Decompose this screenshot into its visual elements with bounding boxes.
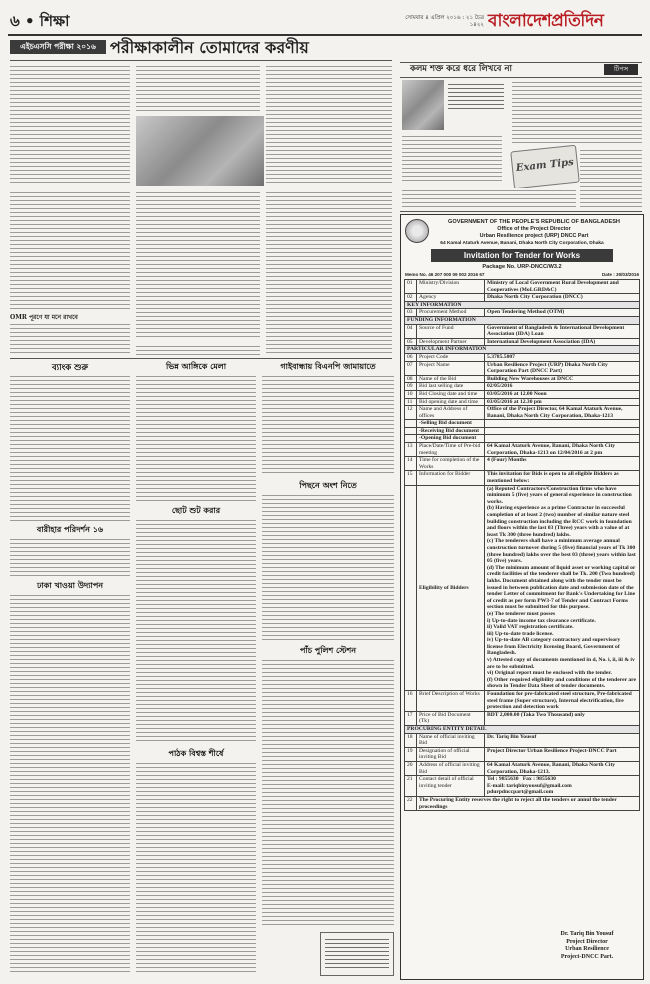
tips-title: কলম শক্ত করে ধরে লিখবে না	[410, 64, 513, 74]
table-row	[405, 427, 640, 435]
table-cell: 09	[405, 383, 417, 391]
table-row	[405, 361, 640, 375]
table-cell: 16	[405, 691, 417, 712]
eligibility-subitem: ii) Valid VAT registration certificate.	[487, 624, 574, 631]
gov-name: GOVERNMENT OF THE PEOPLE'S REPUBLIC OF BANGLADESH	[448, 219, 620, 225]
table-cell: This invitation for Bids is open to all eligible Bidders as mentioned below:	[485, 471, 640, 485]
table-cell: Building New Warehouses at DNCC	[485, 375, 640, 383]
table-cell: 11	[405, 398, 417, 406]
table-cell: Urban Resilience Project (URP) Dhaka North City Corporation Part (DNCC Part)	[485, 361, 640, 375]
eligibility-subitem: vi) Original report must be enclosed with the tender.	[487, 670, 612, 677]
contact-fax: Fax : 9855630	[522, 776, 556, 783]
article-col-3	[266, 64, 392, 184]
article-col-1b	[10, 190, 130, 310]
table-row	[405, 435, 640, 443]
table-cell: Information for Bidder	[417, 471, 485, 485]
table-cell: 64 Kamal Ataturk Avenue, Banani, Dhaka North City Corporation, Dhaka-1213.	[485, 761, 640, 775]
table-cell: Ministry/Division	[417, 280, 485, 294]
news-title-1: ব্যাংক শুরু	[51, 363, 89, 373]
table-cell: Open Tendering Method (OTM)	[485, 309, 640, 317]
news-title-2: ভিন্ন আঙ্গিকে মেলা	[165, 361, 227, 371]
table-row	[405, 443, 640, 457]
author-byline	[448, 82, 504, 110]
eligibility-item: (c) The tenderers shall have a minimum average annual construction turnover during 5 (five) financial years of Tk 300 (three hundred) lakhs over the best 03 (three) years within last 05 (five) years.	[487, 538, 636, 565]
table-row	[405, 294, 640, 302]
table-cell: 08	[405, 375, 417, 383]
eligibility-item: (b) Having experience as a prime Contractor in successful completion of at least 2 (two) number of similar nature steel building construction including the RCC work in foundation and floors within the last 03 (Three) years with a value of at least Tk 300 (three hundred) lakhs.	[487, 505, 632, 538]
section-heading: FUNDING INFORMATION	[405, 316, 640, 324]
table-row	[405, 324, 640, 338]
table-cell: Source of Fund	[417, 324, 485, 338]
table-cell: 4 (Four) Months	[485, 457, 640, 471]
table-row	[405, 471, 640, 485]
table-row	[405, 338, 640, 346]
eligibility-list	[485, 485, 640, 690]
table-cell: 06	[405, 353, 417, 361]
signature-title: Urban Resilience	[565, 946, 609, 952]
table-cell: 19	[405, 747, 417, 761]
tender-table	[404, 279, 640, 811]
table-cell: The Procuring Entity reserves the right to reject all the tenders or annul the tender proceedings	[417, 796, 640, 810]
tips-bottom-rule	[400, 211, 642, 212]
news-title-6: ছোট শুট করার	[171, 505, 221, 515]
table-row	[405, 796, 640, 810]
table-row	[405, 711, 640, 725]
table-cell: 14	[405, 457, 417, 471]
table-cell: 64 Kamal Ataturk Avenue, Banani, Dhaka North City Corporation, Dhaka-1213 on 12/04/2016 at 2 pm	[485, 443, 640, 457]
table-cell: 5.3785.5007	[485, 353, 640, 361]
news-body-9	[10, 593, 130, 973]
section-row	[405, 726, 640, 734]
news-body-8	[10, 537, 130, 577]
eligibility-item: (a) Reputed Contractors/Construction firms who have minimum 5 (five) years of general experience in construction works.	[487, 485, 632, 505]
office-address: 64 Kamal Ataturk Avenue, Banani, Dhaka North City Corporation, Dhaka	[440, 241, 604, 246]
contact-cell	[485, 776, 640, 797]
table-row	[405, 383, 640, 391]
table-cell: Project Name	[417, 361, 485, 375]
table-cell: 01	[405, 280, 417, 294]
tender-notice	[400, 214, 644, 980]
news-title-5: পাঁচ পুলিশ স্টেশন	[299, 645, 357, 655]
masthead-rule	[8, 34, 642, 36]
article-col-2b	[136, 190, 260, 340]
news-body-3	[262, 374, 394, 476]
eligibility-subitem: i) Up-to-date income tax clearance certificate.	[487, 617, 596, 624]
article-col-2	[136, 64, 260, 112]
table-row	[405, 353, 640, 361]
article-col-1c	[10, 322, 130, 356]
table-cell: 10	[405, 390, 417, 398]
eligibility-subitem: v) Attested copy of documents mentioned in d, No. i, ii, iii & iv are to be submitted.	[487, 657, 635, 670]
table-cell: Brief Description of Works	[417, 691, 485, 712]
memo-number: Memo No. 46 207 000 09 002 2016 67	[405, 272, 485, 277]
table-cell: Agency	[417, 294, 485, 302]
table-row	[405, 691, 640, 712]
table-row	[405, 457, 640, 471]
table-cell: Ministry of Local Government Rural Development and Cooperatives (MoLGRD&C)	[485, 280, 640, 294]
table-cell: -Opening Bid document	[417, 435, 485, 443]
table-cell: 03	[405, 309, 417, 317]
govt-logo	[405, 219, 429, 243]
table-cell: Bid Closing date and time	[417, 390, 485, 398]
exam-tips-graphic	[510, 145, 580, 190]
section-heading: KEY INFORMATION	[405, 301, 640, 309]
table-cell: Bid last selling date	[417, 383, 485, 391]
table-cell: 17	[405, 711, 417, 725]
table-cell: Designation of official inviting Bid	[417, 747, 485, 761]
table-cell: 05	[405, 338, 417, 346]
table-cell: BDT 2,000.00 (Taka Two Thousand) only	[485, 711, 640, 725]
memo-date: Date : 30/03/2016	[601, 272, 639, 277]
table-cell: Contact detail of official inviting tender	[417, 776, 485, 797]
table-cell: 12	[405, 406, 417, 420]
contact-email: E-mail: tariqbinyousuf@gmail.com pdurpdnccpart@gmail.com	[487, 782, 572, 796]
section-row	[405, 301, 640, 309]
article-headline: পরীক্ষাকালীন তোমাদের করণীয়	[110, 38, 309, 57]
signature-title: Project Director	[566, 938, 608, 945]
news-body-4	[262, 493, 394, 641]
headline-rule	[10, 60, 392, 61]
table-cell: Price of Bid Document (Tk)	[417, 711, 485, 725]
table-cell: Project Director Urban Resilience Project-DNCC Part	[485, 747, 640, 761]
table-cell: Government of Bangladesh & International Development Association (IDA) Loan	[485, 324, 640, 338]
issue-date: সোমবার ৪ এপ্রিল ২০১৬ : ২১ চৈত্র ১৪২২	[405, 15, 484, 28]
article-kicker: এইচএসসি পরীক্ষা ২০১৬	[10, 40, 106, 54]
table-row	[405, 747, 640, 761]
table-row	[405, 390, 640, 398]
table-cell: 18	[405, 733, 417, 747]
section-heading: PARTICULAR INFORMATION	[405, 346, 640, 354]
tender-title: Invitation for Tender for Works	[431, 249, 613, 262]
news-title-3: গাইবান্ধায় বিএনপি জামায়াতে	[280, 361, 376, 371]
subhead-omr: OMR পূরণে যা মনে রাখবে	[10, 314, 78, 321]
article-col-2c	[136, 344, 260, 356]
table-row	[405, 733, 640, 747]
table-row	[405, 398, 640, 406]
signature-block	[537, 931, 637, 961]
office-name: Office of the Project Director	[497, 226, 571, 232]
table-cell: Name of the Bid	[417, 375, 485, 383]
news-body-6	[136, 518, 256, 744]
news-body-7	[136, 761, 256, 973]
section-rule	[10, 358, 392, 359]
brand-logo: বাংলাদেশপ্রতিদিন	[488, 11, 604, 31]
news-body-5	[262, 658, 394, 928]
table-row	[405, 761, 640, 775]
tips-col-1	[402, 134, 502, 184]
table-cell: Foundation for pre-fabricated steel structure, Pre-fabricated steel frame (Super structure), Internal electrification, fire protection and detection work	[485, 691, 640, 712]
page-label: ৬ • শিক্ষা	[10, 12, 70, 30]
table-cell: Address of official inviting Bid	[417, 761, 485, 775]
table-cell: 04	[405, 324, 417, 338]
exam-hall-photo	[136, 116, 264, 186]
table-cell: Dr. Tariq Bin Yousuf	[485, 733, 640, 747]
news-title-7: পাঠক বিশ্বস্ত শীর্ষে	[168, 748, 224, 758]
table-cell: International Development Association (IDA)	[485, 338, 640, 346]
table-cell: 21	[405, 776, 417, 797]
table-row	[405, 420, 640, 428]
table-cell: Place/Date/Time of Pre-bid meeting	[417, 443, 485, 457]
table-cell: 03/05/2016 at 12.00 Noon	[485, 390, 640, 398]
tips-col-2	[512, 80, 642, 144]
tips-col-4	[402, 188, 576, 208]
eligibility-subitem: iii) Up-to-date trade license.	[487, 630, 554, 637]
news-body-2	[136, 374, 256, 502]
table-cell: 02	[405, 294, 417, 302]
tender-table-wrap	[404, 279, 640, 811]
news-title-8: বারীহার পরিদর্শন ১৬	[36, 524, 104, 534]
exam-tips-label: Exam Tips	[515, 157, 575, 175]
table-cell: Dhaka North City Corporation (DNCC)	[485, 294, 640, 302]
article-col-3b	[266, 190, 392, 355]
eligibility-item: (e) The tenderer must posses	[487, 610, 556, 617]
table-cell: Bid opening date and time	[417, 398, 485, 406]
table-cell: Procurement Method	[417, 309, 485, 317]
signature-name: Dr. Tariq Bin Yousuf	[560, 931, 614, 937]
eligibility-item: (d) The minimum amount of liquid asset or working capital or credit facilities of the tenderer shall be Tk. 200 (Two hundred) lakhs. Document obtained along with the tender must be issued in between publication date and submission date of the tender Letter of commitment for Bank's Undertaking for Line of credit as per form PW3-7 of Tender and Contract Forms section must be submitted for this purpose.	[487, 564, 636, 611]
table-cell: 02/05/2016	[485, 383, 640, 391]
signature-title: Project-DNCC Part.	[560, 953, 614, 960]
eligibility-subitem: iv) Up-to-date AB category contractory and supervisory license from Electricity licensing Board, Government of Bangladesh.	[487, 637, 621, 657]
eligibility-row	[405, 485, 640, 690]
project-name: Urban Resilience project (URP) DNCC Part	[479, 233, 589, 239]
news-title-9: ঢাকা খাওয়া উদ্যাপন	[36, 580, 104, 590]
table-cell: 22	[405, 796, 417, 810]
table-cell: Time for completion of the Works	[417, 457, 485, 471]
small-ad-text	[325, 937, 389, 971]
table-cell: 20	[405, 761, 417, 775]
table-row	[405, 375, 640, 383]
table-cell: Office of the Project Director, 64 Kamal Ataturk Avenue, Banani, Dhaka North City Corporation, Dhaka-1213	[485, 406, 640, 420]
section-heading: PROCURING ENTITY DETAIL	[405, 726, 640, 734]
table-cell: Eligibility of Bidders	[417, 485, 485, 690]
table-row	[405, 309, 640, 317]
table-row	[405, 776, 640, 797]
author-photo	[402, 80, 444, 130]
table-cell: Name of official inviting Bid	[417, 733, 485, 747]
table-cell: 03/05/2016 at 12.30 pm	[485, 398, 640, 406]
table-row	[405, 280, 640, 294]
article-col-1	[10, 64, 130, 184]
eligibility-item: (f) Other required eligibility and conditions of the tenderer are shown in Tender Data Sheet of tender documents.	[487, 676, 637, 690]
table-cell: Project Code	[417, 353, 485, 361]
tips-col-3	[580, 148, 642, 208]
contact-tel: Tel : 9855630	[487, 776, 519, 783]
table-cell: -Receiving Bid document	[417, 427, 485, 435]
section-row	[405, 346, 640, 354]
table-cell: Name and Address of offices	[417, 406, 485, 420]
news-body-1	[10, 374, 130, 522]
tips-tag: টিপস	[604, 64, 638, 75]
section-row	[405, 316, 640, 324]
small-ad-box	[320, 932, 394, 976]
package-number: Package No. URP-DNCC/W3.2	[482, 264, 562, 270]
table-cell: 13	[405, 443, 417, 457]
table-row	[405, 406, 640, 420]
table-cell: Development Partner	[417, 338, 485, 346]
news-title-4: পিছনে অংশ নিতে	[299, 480, 357, 490]
table-cell: -Selling Bid document	[417, 420, 485, 428]
table-cell: 07	[405, 361, 417, 375]
table-cell: 15	[405, 471, 417, 485]
